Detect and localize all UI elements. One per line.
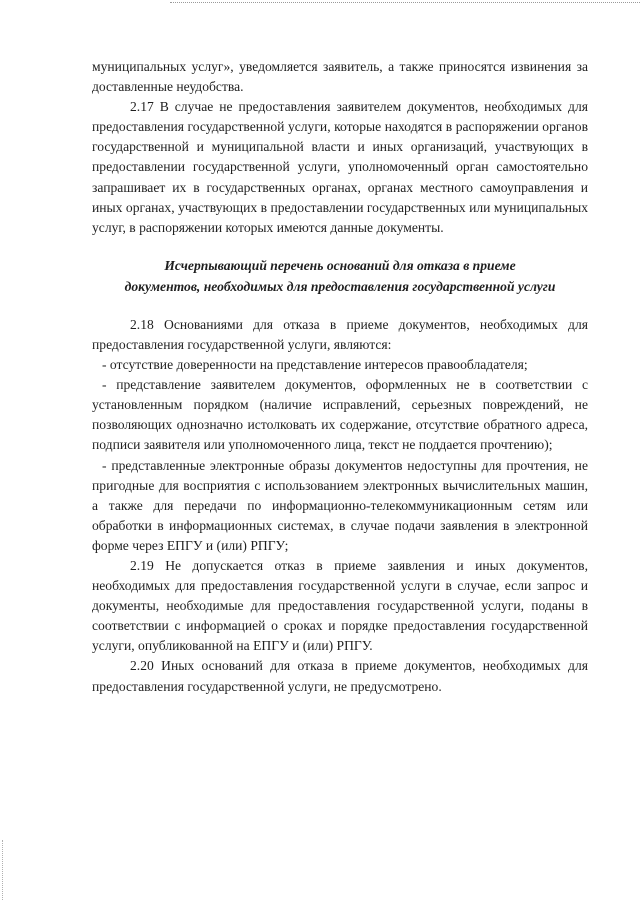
section-heading-line-1: Исчерпывающий перечень оснований для отказа в приеме: [164, 257, 516, 273]
list-item-2: - представление заявителем документов, оформленных не в соответствии с установленным порядком (наличие исправлений, серьезных повреждений, не позволяющих однозначно истолковать их содержание, отсутствие обратного адреса, подписи заявителя или уполномоченного лица, текст не поддается прочтению);: [92, 377, 588, 453]
paragraph-2-19: 2.19 Не допускается отказ в приеме заявления и иных документов, необходимых для предоставления государственной услуги в случае, если запрос и документы, необходимые для предоставления государственной услуги, поданы в соответствии с информацией о сроках и порядке предоставления государственной услуги, опубликованной на ЕПГУ и (или) РПГУ.: [92, 557, 588, 654]
list-item-1: - отсутствие доверенности на представление интересов правообладателя;: [102, 357, 528, 373]
section-heading: [92, 255, 588, 297]
document-page: [92, 57, 588, 697]
paragraph-continuation: муниципальных услуг», уведомляется заявитель, а также приносятся извинения за доставленные неудобства.: [92, 59, 588, 95]
scan-edge-line: [170, 2, 640, 3]
paragraph-2-20: 2.20 Иных оснований для отказа в приеме документов, необходимых для предоставления государственной услуги, не предусмотрено.: [92, 658, 588, 694]
section-heading-line-2: документов, необходимых для предоставления государственной услуги: [124, 278, 556, 294]
paragraph-2-17: 2.17 В случае не предоставления заявителем документов, необходимых для предоставления государственной услуги, которые находятся в распоряжении органов государственной и муниципальной власти и иных организаций, участвующих в предоставлении государственной услуги, уполномоченный орган самостоятельно запрашивает их в государственных органах, органах местного самоуправления и иных органах, участвующих в предоставлении государственных или муниципальных услуг, в распоряжении которых имеются данные документы.: [92, 99, 588, 235]
scan-margin-marks: [2, 840, 3, 900]
list-item-3: - представленные электронные образы документов недоступны для прочтения, не пригодные для восприятия с использованием электронных вычислительных машин, а также для передачи по информационно-телекоммуникационным сетям или обработки в информационных системах, в случае подачи заявления в электронной форме через ЕПГУ и (или) РПГУ;: [92, 457, 588, 553]
paragraph-2-18: 2.18 Основаниями для отказа в приеме документов, необходимых для предоставления государственной услуги, являются:: [92, 316, 588, 352]
section-body: [92, 315, 588, 697]
